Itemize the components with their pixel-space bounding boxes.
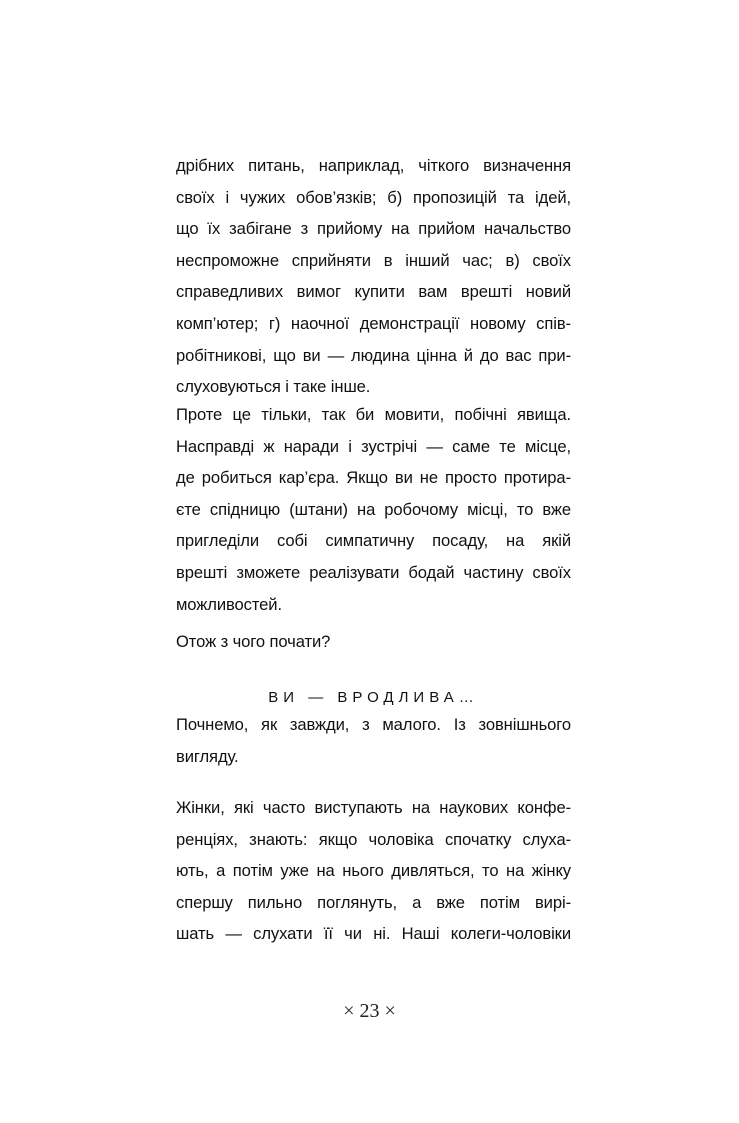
text-line: справедливих вимог купити вам врешті новий bbox=[176, 282, 571, 302]
paragraph bbox=[176, 709, 571, 772]
text-line: дрібних питань, наприклад, чіткого визначення bbox=[176, 156, 571, 175]
text-line: Почнемо, як завжди, з малого. Із зовнішнього bbox=[176, 715, 571, 734]
text-line: своїх і чужих обов’язків; б) пропозицій та ідей, bbox=[176, 187, 571, 207]
text-line: Жінки, які часто виступають на наукових конфе- bbox=[176, 798, 571, 817]
text-line: Насправді ж наради і зустрічі — саме те місце, bbox=[176, 436, 571, 456]
paragraph bbox=[176, 150, 571, 403]
text-line: єте спідницю (штани) на робочому місці, то вже bbox=[176, 499, 571, 519]
text-line: пригледіли собі симпатичну посаду, на якій bbox=[176, 531, 571, 551]
text-line: де робиться кар’єра. Якщо ви не просто протира- bbox=[176, 468, 571, 488]
text-line: спершу пильно поглянуть, а вже потім вирі- bbox=[176, 892, 571, 912]
text-line: Отож з чого почати? bbox=[176, 632, 331, 651]
text-line: врешті зможете реалізувати бодай частину своїх bbox=[176, 562, 571, 582]
section-heading: ВИ — ВРОДЛИВА… bbox=[268, 689, 479, 706]
paragraph bbox=[176, 792, 571, 950]
text-line: ренціях, знають: якщо чоловіка спочатку слуха- bbox=[176, 829, 571, 849]
text-line: комп’ютер; г) наочної демонстрації новому спів- bbox=[176, 313, 571, 333]
paragraph bbox=[176, 399, 571, 620]
text-line: можливостей. bbox=[176, 594, 282, 614]
text-line: що їх забігане з прийому на прийом начальство bbox=[176, 219, 571, 239]
paragraph bbox=[176, 626, 571, 658]
text-line: ють, а потім уже на нього дивляться, то на жінку bbox=[176, 861, 571, 881]
page-number: × 23 × bbox=[343, 1000, 396, 1022]
text-line: слуховуються і таке інше. bbox=[176, 377, 371, 397]
text-line: неспроможне сприйняти в інший час; в) своїх bbox=[176, 250, 571, 270]
text-line: Проте це тільки, так би мовити, побічні явища. bbox=[176, 405, 571, 424]
text-line: вигляду. bbox=[176, 746, 239, 766]
text-line: шать — слухати її чи ні. Наші колеги-чоловіки bbox=[176, 924, 571, 944]
text-line: робітникові, що ви — людина цінна й до вас при- bbox=[176, 345, 571, 365]
